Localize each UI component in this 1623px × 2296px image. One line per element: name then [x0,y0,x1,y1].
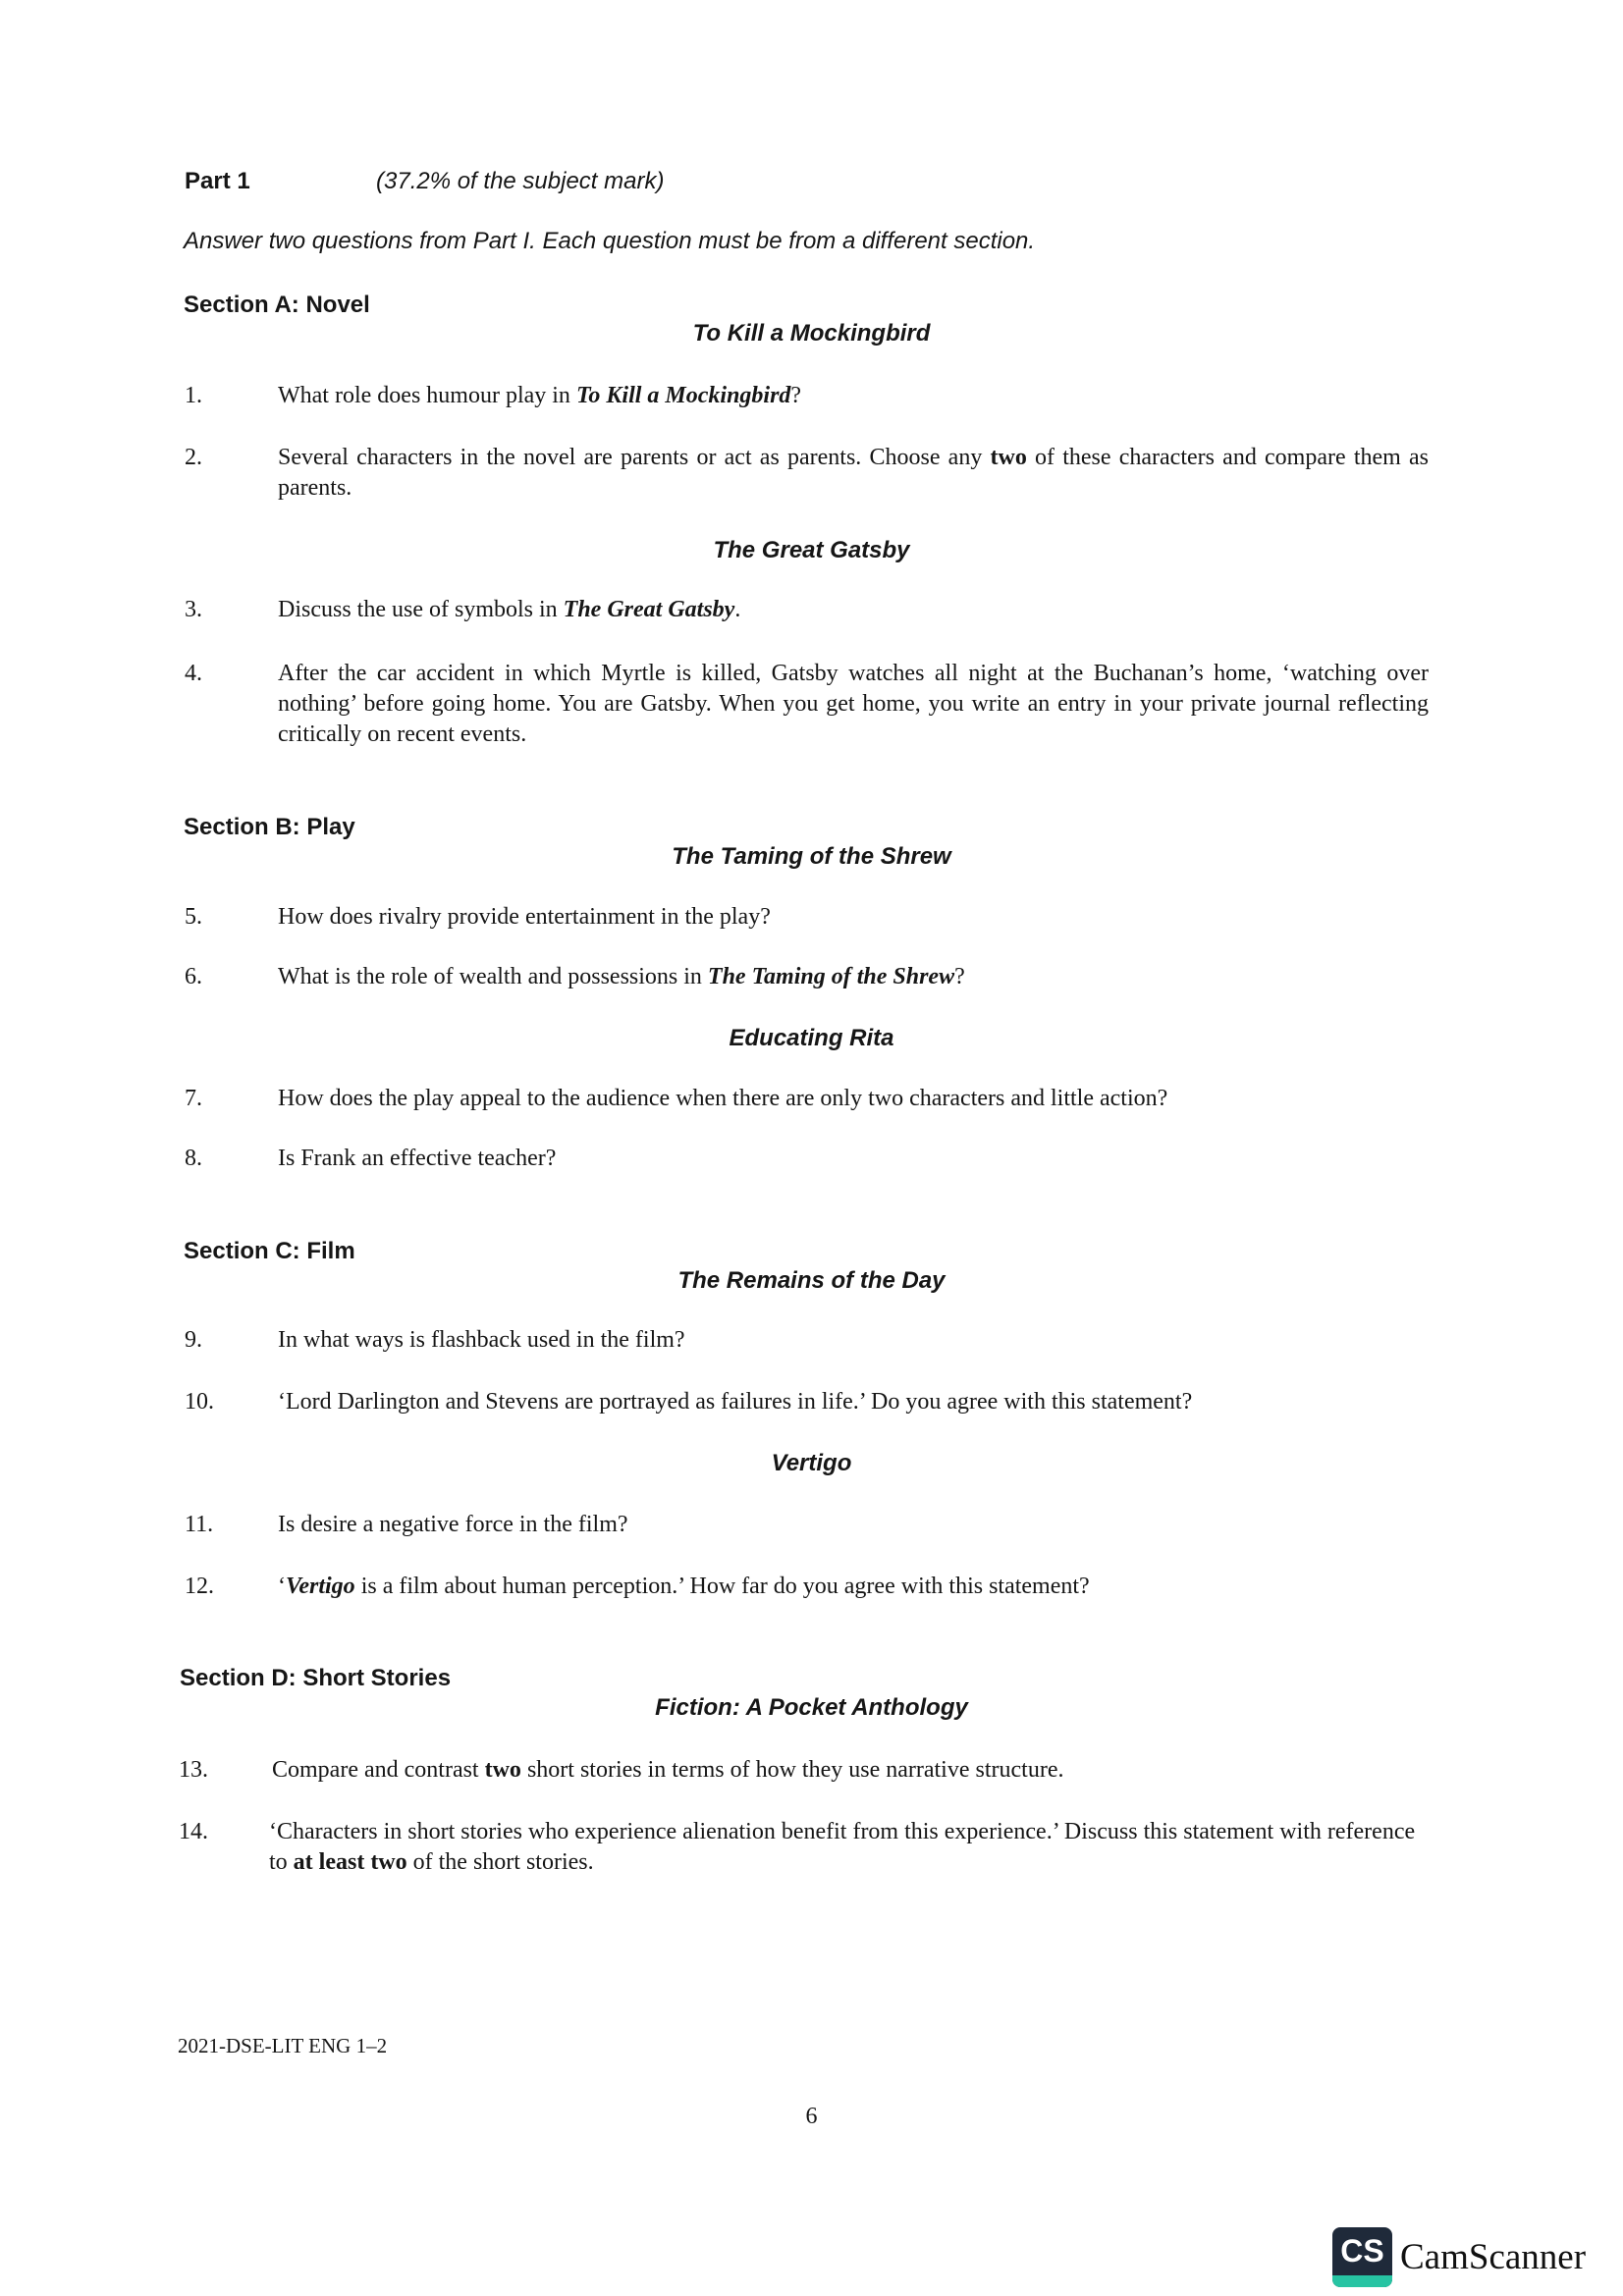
question-4 [278,659,1429,750]
title-fiction: Fiction: A Pocket Anthology [655,1694,968,1721]
logo-monogram: CS [1340,2233,1384,2269]
camscanner-name: CamScanner [1400,2237,1587,2277]
page-number: 6 [805,2104,818,2129]
question-number: 5. [185,904,202,930]
camscanner-logo-icon [1332,2227,1392,2287]
q-text: ‘Lord Darlington and Stevens are portrayed as failures in life.’ Do you agree with this statement? [278,1389,1193,1415]
q-text: short stories in terms of how they use narrative structure. [520,1757,1064,1783]
instruction: Answer two questions from Part I. Each question must be from a different section. [184,228,1036,254]
q-text: . [734,597,741,622]
question-number: 6. [185,964,202,989]
question-number: 8. [185,1146,202,1171]
q-text: How does rivalry provide entertainment in the play? [278,904,771,930]
q-text: of these characters and compare them as parents. [278,445,1430,501]
question-9 [278,1325,685,1356]
question-8 [278,1144,556,1174]
section-d-heading: Section D: Short Stories [180,1665,452,1691]
q-text: is a film about human perception.’ How far do you agree with this statement? [354,1574,1090,1599]
question-1 [278,381,801,411]
question-3 [278,595,740,625]
q-text: How does the play appeal to the audience when there are only two characters and little action? [278,1086,1168,1111]
section-b-heading: Section B: Play [184,814,355,840]
question-12 [278,1572,1090,1602]
question-14 [269,1817,1418,1878]
q-text: Discuss the use of symbols in [278,597,564,622]
q-text: After the car accident in which Myrtle is killed, Gatsby watches all night at the Buchanan’s home, ‘watching over nothing’ before going home. You are Gatsby. When you get home, you write an entry in your private journal reflecting critically on recent events. [278,661,1429,747]
question-number: 7. [185,1086,202,1111]
question-2 [278,443,1429,504]
q-text: What role does humour play in [278,383,576,408]
q-emph: two [484,1757,521,1783]
q-text: In what ways is flashback used in the film? [278,1327,685,1353]
q-title: Vertigo [286,1574,355,1599]
q-text: What is the role of wealth and possessions in [278,964,708,989]
part-mark: (37.2% of the subject mark) [376,168,665,194]
q-text: ‘Characters in short stories who experience alienation benefit from this experience.’ Discuss this statement with reference to [269,1819,1416,1875]
q-text: ? [954,964,965,989]
question-10 [278,1387,1192,1417]
q-text: Is desire a negative force in the film? [278,1512,628,1537]
question-5 [278,902,771,933]
q-text: of the short stories. [406,1849,594,1875]
question-number: 4. [185,661,202,686]
q-emph: two [990,445,1027,470]
q-emph: at least two [293,1849,407,1875]
title-remains: The Remains of the Day [677,1267,946,1294]
section-a-heading: Section A: Novel [184,292,370,318]
q-text: Several characters in the novel are parents or act as parents. Choose any [278,445,991,470]
question-number: 9. [185,1327,202,1353]
section-c-heading: Section C: Film [184,1238,355,1264]
q-title: The Great Gatsby [563,597,735,622]
camscanner-watermark [1332,2227,1586,2287]
part-label: Part 1 [185,168,250,194]
question-13 [272,1755,1063,1786]
paper-code: 2021-DSE-LIT ENG 1–2 [178,2034,388,2057]
question-number: 11. [185,1512,214,1537]
question-number: 1. [185,383,202,408]
q-title: The Taming of the Shrew [707,964,955,989]
question-number: 13. [179,1757,208,1783]
q-text: Is Frank an effective teacher? [278,1146,557,1171]
question-6 [278,962,965,992]
title-gatsby: The Great Gatsby [713,537,910,563]
title-vertigo: Vertigo [771,1450,852,1476]
question-number: 3. [185,597,202,622]
q-title: To Kill a Mockingbird [575,383,791,408]
title-shrew: The Taming of the Shrew [672,843,951,870]
question-number: 10. [185,1389,214,1415]
title-rita: Educating Rita [729,1025,894,1051]
q-text: ‘ [278,1574,286,1599]
question-number: 2. [185,445,202,470]
question-number: 14. [179,1819,208,1844]
question-7 [278,1084,1167,1114]
question-11 [278,1510,628,1540]
q-text: Compare and contrast [272,1757,485,1783]
question-number: 12. [185,1574,214,1599]
q-text: ? [790,383,802,408]
title-mockingbird: To Kill a Mockingbird [692,320,931,347]
